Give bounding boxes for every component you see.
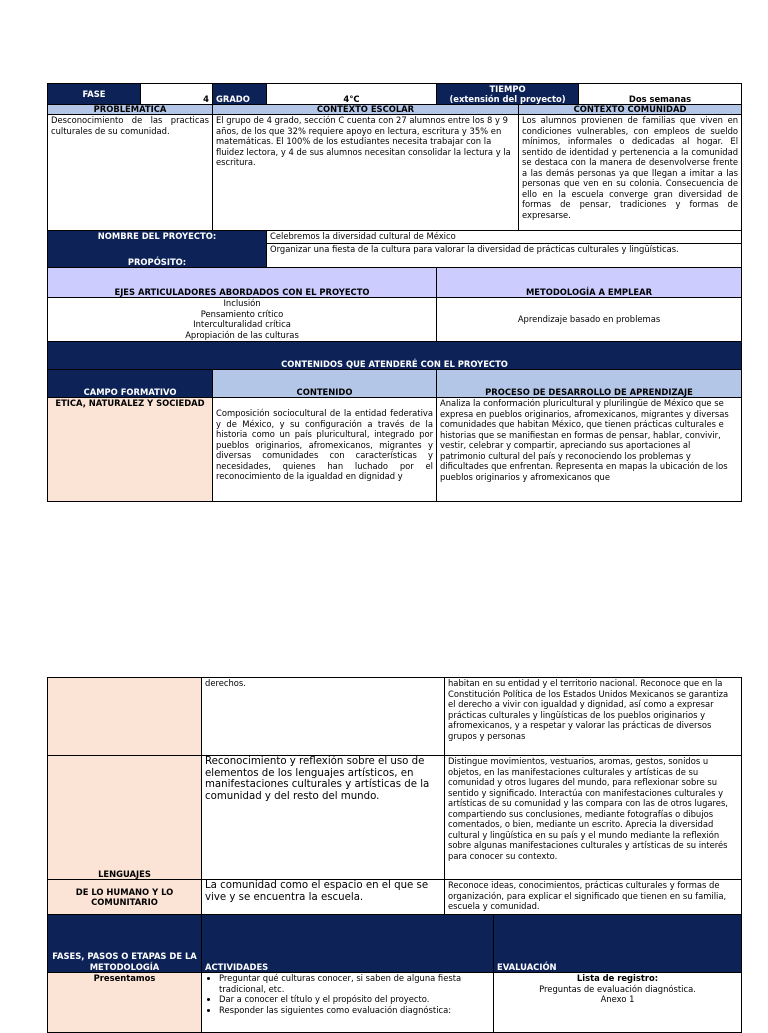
- humano-contenido: La comunidad como el espacio en el que se vive y se encuentra la escuela.: [202, 880, 445, 915]
- etica-proceso-continued: habitan en su entidad y el territorio nacional. Reconoce que en la Constitución Política de los Estados Unidos Mexicanos se garantiza el derecho a vivir con igualdad y dignidad, así como a expresar prácticas culturales y lingüísticas de los pueblos originarios y afromexicanos, y a respetar y valorar las prácticas de diversos grupos y personas: [445, 678, 742, 756]
- fase-label: FASE: [48, 84, 141, 105]
- etica-contenido-continued: derechos.: [202, 678, 445, 756]
- problematica-header: PROBLEMATICA: [48, 105, 213, 115]
- eval-line-2: Anexo 1: [600, 994, 635, 1004]
- eje-item: Pensamiento crítico: [200, 308, 284, 319]
- planning-table-page-1: [47, 83, 742, 502]
- etica-contenido: Composición sociocultural de la entidad federativa y de México, y su configuración a través de la historia como un país pluricultural, integrado por pueblos originarios, afromexicanos, migrantes y diversas comunidades con características y necesidades, quienes han luchado por el reconocimiento de la igualdad en dignidad y: [213, 398, 437, 502]
- fase-presentamos: Presentamos: [48, 973, 202, 1033]
- problematica-text: Desconocimiento de las practicas culturales de su comunidad.: [48, 115, 213, 231]
- campo-humano: DE LO HUMANO Y LO COMUNITARIO: [48, 880, 202, 915]
- humano-proceso: Reconoce ideas, conocimientos, prácticas culturales y formas de organización, para explicar el significado que tienen en su familia, escuela y comunidad.: [445, 880, 742, 915]
- contenidos-title: CONTENIDOS QUE ATENDERÉ CON EL PROYECTO: [48, 342, 742, 370]
- eje-item: Apropiación de las culturas: [185, 329, 299, 340]
- campo-etica-continued: [48, 678, 202, 756]
- metodologia-value: Aprendizaje basado en problemas: [437, 298, 742, 342]
- campo-lenguajes: LENGUAJES: [48, 756, 202, 880]
- contexto-escolar-header: CONTEXTO ESCOLAR: [213, 105, 519, 115]
- eje-item: Interculturalidad crítica: [193, 319, 291, 329]
- nombre-proyecto-value: Celebremos la diversidad cultural de México: [267, 231, 742, 244]
- actividades-header: ACTIVIDADES: [202, 915, 494, 973]
- nombre-proyecto-label: NOMBRE DEL PROYECTO:: [48, 231, 267, 244]
- actividad-item: • Preguntar qué culturas conocer, si saben de alguna fiesta tradicional, etc.: [219, 973, 490, 994]
- campo-etica: ETICA, NATURALEZ Y SOCIEDAD: [48, 398, 213, 502]
- evaluacion-header: EVALUACIÓN: [494, 915, 742, 973]
- grado-value: 4°C: [267, 84, 437, 105]
- proposito-label: PROPÓSITO:: [48, 244, 267, 268]
- contexto-comunidad-header: CONTEXTO COMUNIDAD: [519, 105, 742, 115]
- actividad-item: • Responder las siguientes como evaluación diagnóstica:: [219, 1005, 490, 1016]
- proceso-header: PROCESO DE DESARROLLO DE APRENDIZAJE: [437, 370, 742, 398]
- lenguajes-contenido: Reconocimiento y reflexión sobre el uso de elementos de los lenguajes artísticos, en manifestaciones culturales y artísticas de la comunidad y del resto del mundo.: [202, 756, 445, 880]
- fases-header: FASES, PASOS O ETAPAS DE LA METODOLOGÍA: [48, 915, 202, 973]
- contexto-escolar-text: El grupo de 4 grado, sección C cuenta con 27 alumnos entre los 8 y 9 años, de los que 32% requiere apoyo en lectura, escritura y 35% en matemáticas. El 100% de los estudiantes necesita trabajar con la fluidez lectora, y 4 de sus alumnos necesitan consolidar la lectura y la escritura.: [213, 115, 519, 231]
- fase-value: 4: [141, 84, 213, 105]
- etica-proceso: Analiza la conformación pluricultural y plurilingüe de México que se expresa en pueblos originarios, afromexicanos, migrantes y diversas comunidades que habitan México, que tienen prácticas culturales e historias que se manifiestan en formas de pensar, hablar, convivir, vestir, celebrar y compartir, apreciando sus aportaciones al patrimonio cultural del país y reconociendo los problemas y dificultades que enfrentan. Representa en mapas la ubicación de los pueblos originarios y afromexicanos que: [437, 398, 742, 502]
- ejes-list: [48, 298, 437, 342]
- campo-formativo-header: CAMPO FORMATIVO: [48, 370, 213, 398]
- eval-line-1: Preguntas de evaluación diagnóstica.: [539, 983, 696, 994]
- metodologia-header: METODOLOGÍA A EMPLEAR: [437, 268, 742, 298]
- ejes-header: EJES ARTICULADORES ABORDADOS CON EL PROYECTO: [48, 268, 437, 298]
- grado-label: GRADO: [213, 84, 267, 105]
- eje-item: Inclusión: [223, 298, 261, 308]
- tiempo-sub: (extensión del proyecto): [449, 94, 566, 104]
- contenido-header: CONTENIDO: [213, 370, 437, 398]
- proposito-value: Organizar una fiesta de la cultura para valorar la diversidad de prácticas culturales y lingüísticas.: [267, 244, 742, 268]
- lenguajes-proceso: Distingue movimientos, vestuarios, aromas, gestos, sonidos u objetos, en las manifestaciones culturales y artísticas de su comunidad y otros lugares del mundo, para reflexionar sobre su sentido y significado. Interactúa con manifestaciones culturales y artísticas de su comunidad y las compara con las de otros lugares, compartiendo sus conclusiones, mediante fotografías o dibujos comentados, o bien, mediante un escrito. Aprecia la diversidad cultural y lingüística en su país y el mundo mediante la reflexión sobre algunas manifestaciones culturales y artísticas de su interés para conocer su contexto.: [445, 756, 742, 880]
- tiempo-value: Dos semanas: [579, 84, 742, 105]
- actividad-item: • Dar a conocer el título y el propósito del proyecto.: [219, 994, 490, 1005]
- tiempo-label: TIEMPO: [489, 84, 526, 94]
- contexto-comunidad-text: Los alumnos provienen de familias que viven en condiciones vulnerables, con empleos de sueldo mínimos, informales o dedicadas al hogar. El sentido de identidad y pertenencia a la comunidad se destaca con la manera de desenvolverse frente a las demás personas ya que llegan a imitar a las personas que ven en su colonia. Consecuencia de ello en la escuela converge gran diversidad de formas de pensar, tradiciones y formas de expresarse.: [519, 115, 742, 231]
- eval-title: Lista de registro:: [576, 973, 659, 983]
- planning-table-page-2: [47, 677, 742, 1033]
- tiempo-cell: [437, 84, 579, 105]
